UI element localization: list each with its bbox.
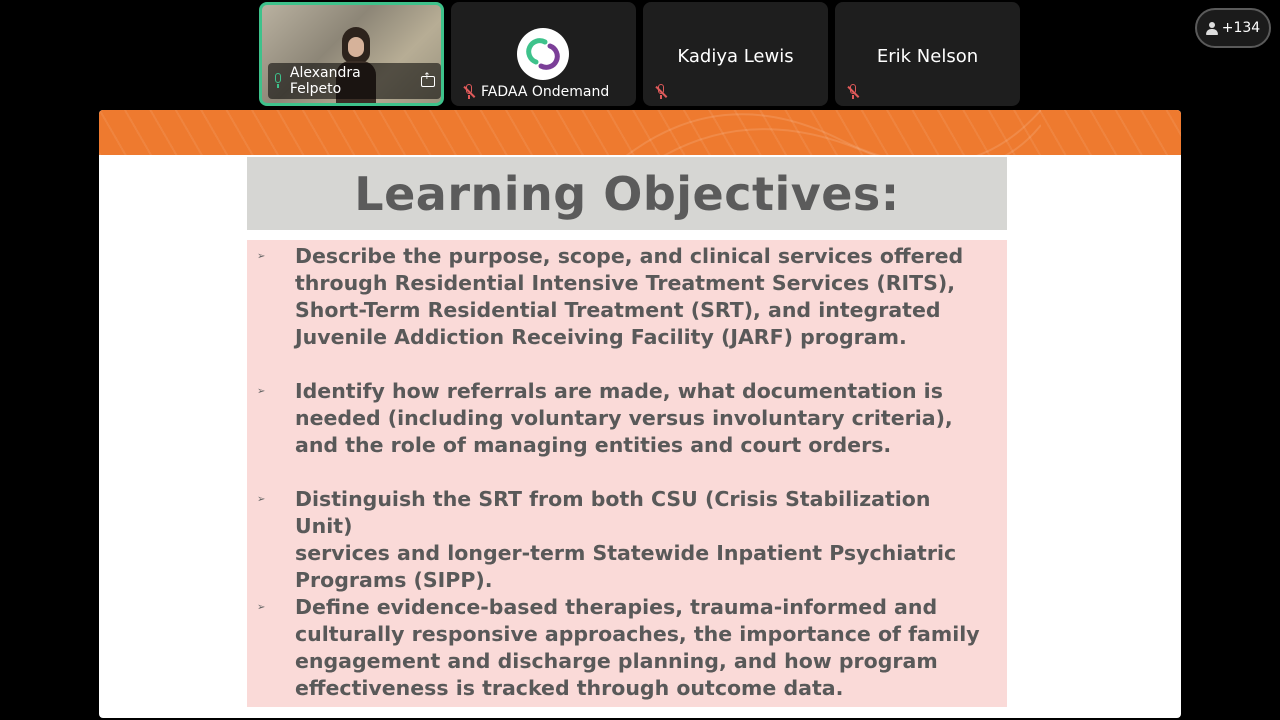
participant-tile-alexandra[interactable]: [259, 2, 444, 106]
mic-muted-icon: [463, 84, 475, 100]
objective-item: ➢ Identify how referrals are made, what documentation is needed (including voluntary versus involuntary criteria), and the role of managing entities and court orders.: [257, 379, 953, 457]
participant-strip: [259, 2, 1021, 106]
slide-banner: [99, 110, 1181, 155]
participant-tile-erik[interactable]: [835, 2, 1020, 106]
participant-name: FADAA Ondemand: [481, 84, 610, 100]
objective-item: ➢ Describe the purpose, scope, and clinical services offered through Residential Intensive Treatment Services (RITS), Short-Term Residential Treatment (SRT), and integrated Juvenile Addiction Receiving Facility (JARF) program.: [257, 244, 964, 349]
mic-muted-icon: [847, 84, 859, 100]
participant-label: [843, 82, 865, 102]
bullet-arrow-icon: ➢: [257, 251, 266, 262]
mic-muted-icon: [655, 84, 667, 100]
participant-name: Erik Nelson: [876, 46, 979, 67]
bullet-arrow-icon: ➢: [257, 494, 266, 505]
slide-title-box: [247, 157, 1007, 230]
fadaa-logo-icon: [517, 28, 569, 80]
bullet-arrow-icon: ➢: [257, 386, 266, 397]
objectives-list: [247, 240, 1007, 707]
participant-count: +134: [1221, 20, 1261, 36]
participant-name: Alexandra Felpeto: [289, 65, 361, 97]
participants-button[interactable]: [1195, 8, 1271, 48]
person-icon: [1206, 22, 1218, 35]
participant-tile-kadiya[interactable]: [643, 2, 828, 106]
slide-title: Learning Objectives:: [354, 166, 900, 221]
shared-slide: [99, 110, 1181, 718]
participant-label: [268, 63, 441, 99]
bullet-arrow-icon: ➢: [257, 602, 266, 613]
participant-tile-fadaa[interactable]: [451, 2, 636, 106]
screen-share-icon: [421, 76, 435, 87]
objective-item: ➢ Define evidence-based therapies, trauma-informed and culturally responsive approaches, the importance of family engagement and discharge planning, and how program effectiveness is tracked through outcome data.: [257, 595, 980, 700]
participant-label: [459, 82, 615, 102]
objective-item: ➢ Distinguish the SRT from both CSU (Crisis Stabilization Unit) services and longer-term Statewide Inpatient Psychiatric Programs (SIPP).: [257, 487, 957, 592]
participant-label: [651, 82, 673, 102]
participant-name: Kadiya Lewis: [677, 46, 794, 67]
mic-on-icon: [272, 73, 284, 89]
